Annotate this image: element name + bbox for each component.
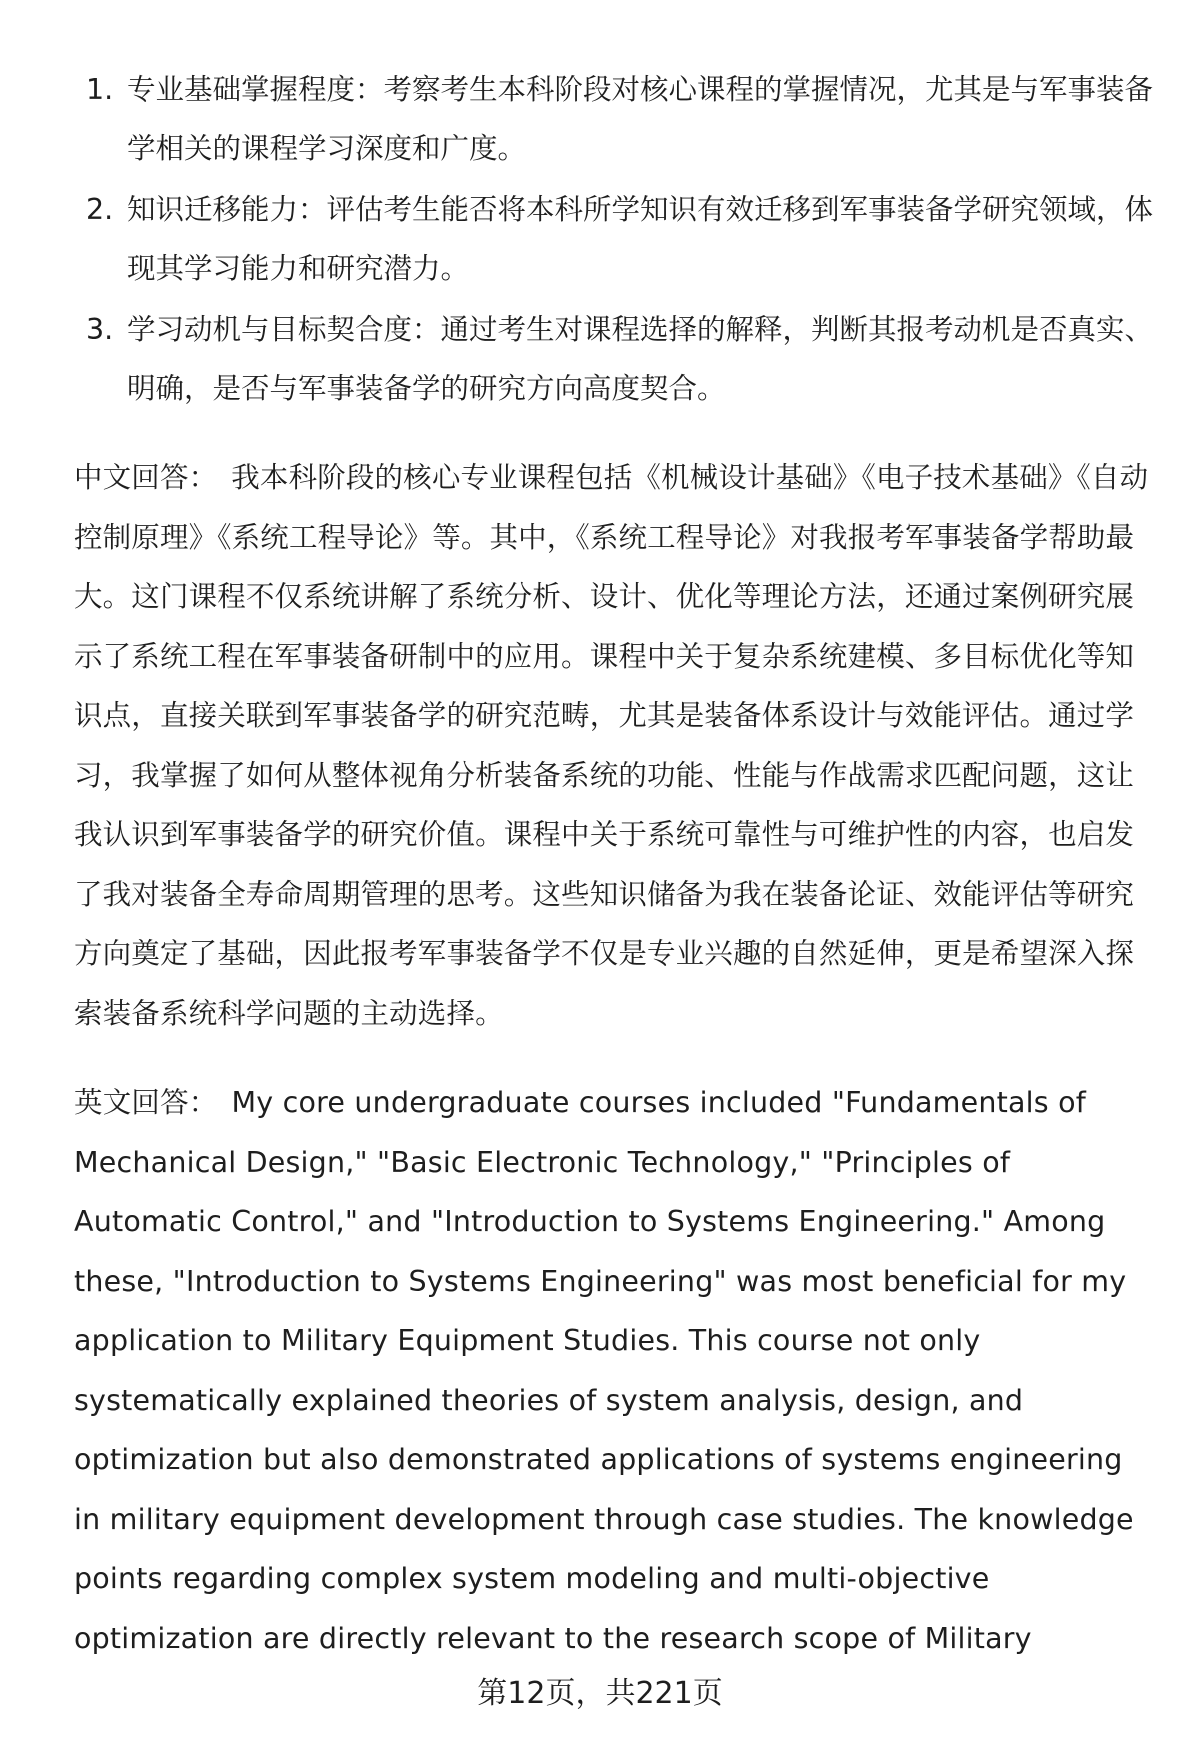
list-item-text: 专业基础掌握程度：考察考生本科阶段对核心课程的掌握情况，尤其是与军事装备学相关的课程学习深度和广度。 — [127, 73, 1154, 165]
page-number: 第12页，共221页 — [477, 1676, 723, 1711]
list-item-number: 2. — [86, 193, 114, 226]
list-item-text: 学习动机与目标契合度：通过考生对课程选择的解释，判断其报考动机是否真实、明确，是否与军事装备学的研究方向高度契合。 — [127, 313, 1154, 405]
english-answer-text: My core undergraduate courses included "Fundamentals of Mechanical Design," "Basic Electronic Technology," "Principles of Automatic Control," and "Introduction to Systems Engineering." Among these, "Introduction to Systems Engineering" was most beneficial for my application to Military Equipment Studies. This course not only systematically explained theories of system analysis, design, and optimization but also demonstrated applications of systems engineering in military equipment development through case studies. The knowledge points regarding complex system modeling and multi-objective optimization are directly relevant to the research scope of Military — [74, 1086, 1134, 1655]
chinese-answer-text: 我本科阶段的核心专业课程包括《机械设计基础》《电子技术基础》《自动控制原理》《系统工程导论》等。其中，《系统工程导论》对我报考军事装备学帮助最大。这门课程不仅系统讲解了系统分析、设计、优化等理论方法，还通过案例研究展示了系统工程在军事装备研制中的应用。课程中关于复杂系统建模、多目标优化等知识点，直接关联到军事装备学的研究范畴，尤其是装备体系设计与效能评估。通过学习，我掌握了如何从整体视角分析装备系统的功能、性能与作战需求匹配问题，这让我认识到军事装备学的研究价值。课程中关于系统可靠性与可维护性的内容，也启发了我对装备全寿命周期管理的思考。这些知识储备为我在装备论证、效能评估等研究方向奠定了基础，因此报考军事装备学不仅是专业兴趣的自然延伸，更是希望深入探索装备系统科学问题的主动选择。 — [74, 461, 1149, 1030]
page-footer — [0, 1674, 1200, 1714]
list-item — [74, 60, 1154, 178]
english-answer-label: 英文回答： — [74, 1086, 218, 1119]
chinese-answer-label: 中文回答： — [74, 461, 218, 494]
list-item-number: 1. — [86, 73, 114, 106]
list-item-number: 3. — [86, 313, 114, 346]
english-answer-paragraph — [74, 1073, 1154, 1668]
list-item-text: 知识迁移能力：评估考生能否将本科所学知识有效迁移到军事装备学研究领域，体现其学习能力和研究潜力。 — [127, 193, 1154, 285]
evaluation-criteria-list — [74, 60, 1154, 420]
list-item — [74, 300, 1154, 418]
list-item — [74, 180, 1154, 298]
chinese-answer-paragraph — [74, 448, 1154, 1043]
